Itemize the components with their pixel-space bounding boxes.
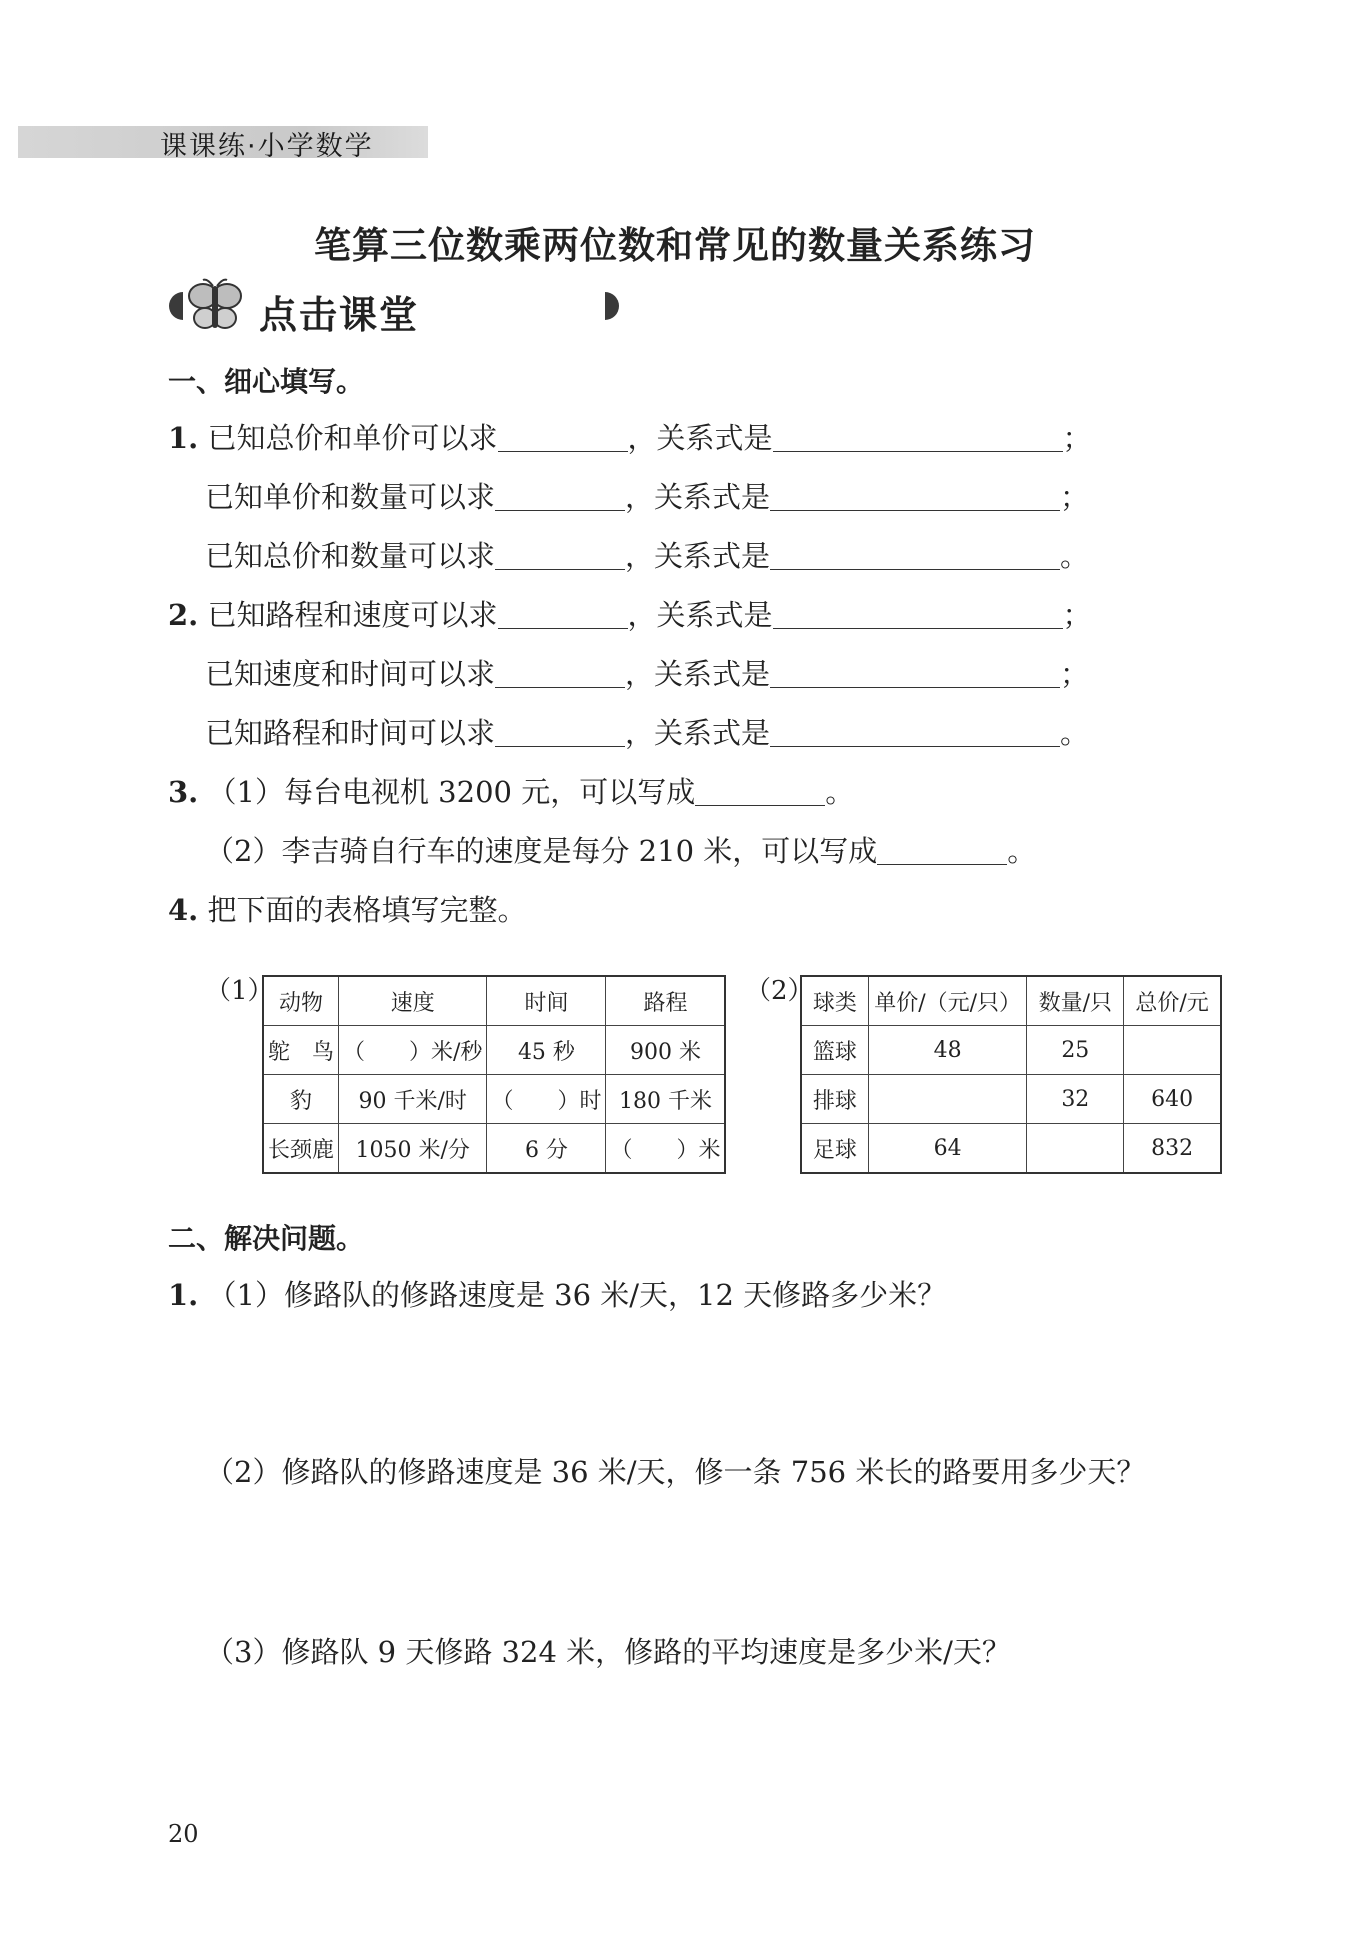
q1-line-1-end: ；: [1062, 421, 1092, 455]
table-cell: 64: [868, 1124, 1027, 1174]
problem-1-part-3-text: 修路队 9 天修路 324 米，修路的平均速度是多少米/天？: [281, 1635, 1011, 1669]
table-cell: 90 千米/时: [339, 1075, 487, 1124]
table-row: [263, 1124, 725, 1174]
table-cell: 篮球: [801, 1026, 868, 1075]
q3-part-1-end: 。: [825, 775, 855, 809]
problem-1-part-2: [205, 1452, 1145, 1492]
table-row: [801, 1075, 1221, 1124]
table-cell: 6 分: [487, 1124, 606, 1174]
table-cell: 豹: [263, 1075, 339, 1124]
answer-blank[interactable]: [498, 421, 628, 452]
q3-part-2-label: （2）: [205, 834, 282, 868]
answer-blank[interactable]: [495, 480, 625, 511]
formula-blank[interactable]: [770, 716, 1060, 747]
table-2-label: （2）: [745, 976, 814, 1006]
q2-line-3-mid: ，关系式是: [625, 716, 771, 750]
q3-part-2-text: 李吉骑自行车的速度是每分 210 米，可以写成: [281, 834, 878, 868]
banner-left-cap: [169, 292, 183, 320]
q2-line-1: [168, 595, 1092, 635]
problem-1-part-2-label: （2）: [205, 1455, 282, 1489]
q2-line-3-text: 已知路程和时间可以求: [205, 716, 496, 750]
section-heading-2: 二、解决问题。: [168, 1222, 365, 1255]
q2-line-3: [205, 713, 1089, 753]
butterfly-icon: [185, 276, 245, 336]
table-cell-blank[interactable]: （ ）米/秒: [339, 1026, 487, 1075]
q1-line-3-text: 已知总价和数量可以求: [205, 539, 496, 573]
answer-blank[interactable]: [877, 834, 1007, 865]
table-row: [263, 1026, 725, 1075]
table-header-cell: 时间: [487, 976, 606, 1026]
book-title: 课课练·小学数学: [160, 131, 374, 162]
formula-blank[interactable]: [770, 480, 1060, 511]
q3-part-1: [168, 772, 854, 812]
q1-line-3: [205, 536, 1089, 576]
answer-blank[interactable]: [495, 716, 625, 747]
q1-line-2: [205, 477, 1089, 517]
q2-line-1-text: 已知路程和速度可以求: [207, 598, 498, 632]
table-cell: 832: [1124, 1124, 1221, 1174]
q2-line-1-mid: ，关系式是: [627, 598, 773, 632]
table-cell: 足球: [801, 1124, 868, 1174]
problem-1-part-3-label: （3）: [205, 1635, 282, 1669]
q4-line: [168, 890, 527, 930]
q1-line-3-end: 。: [1060, 539, 1090, 573]
problem-1-part-3: [205, 1632, 1011, 1672]
table-row: [801, 1124, 1221, 1174]
answer-blank[interactable]: [498, 598, 628, 629]
q2-line-2-mid: ，关系式是: [625, 657, 771, 691]
table-cell-blank[interactable]: [1124, 1026, 1221, 1075]
table-header-cell: 数量/只: [1027, 976, 1124, 1026]
q2-line-1-end: ；: [1062, 598, 1092, 632]
table-header-cell: 总价/元: [1124, 976, 1221, 1026]
problem-1-part-1-text: 修路队的修路速度是 36 米/天，12 天修路多少米？: [283, 1278, 947, 1312]
table-header-cell: 单价/（元/只）: [868, 976, 1027, 1026]
q3-part-1-text: 每台电视机 3200 元，可以写成: [283, 775, 696, 809]
banner-right-cap: [605, 292, 619, 320]
table-row: [801, 1026, 1221, 1075]
q1-line-1: [168, 418, 1092, 458]
q1-line-2-mid: ，关系式是: [625, 480, 771, 514]
q3-part-2-end: 。: [1007, 834, 1037, 868]
q2-line-2-end: ；: [1060, 657, 1090, 691]
table-cell: 长颈鹿: [263, 1124, 339, 1174]
table-header-row: [801, 976, 1221, 1026]
q3-part-1-label: （1）: [207, 775, 284, 809]
table-header-row: [263, 976, 725, 1026]
table-animal-speed: [262, 975, 726, 1174]
table-cell-blank[interactable]: （ ）时: [487, 1075, 606, 1124]
formula-blank[interactable]: [773, 598, 1063, 629]
problem-1-part-2-text: 修路队的修路速度是 36 米/天，修一条 756 米长的路要用多少天？: [281, 1455, 1146, 1489]
q3-part-2: [205, 831, 1036, 871]
table-cell-blank[interactable]: [868, 1075, 1027, 1124]
answer-blank[interactable]: [695, 775, 825, 806]
table-cell: 900 米: [606, 1026, 726, 1075]
banner-label: 点击课堂: [259, 293, 420, 337]
answer-blank[interactable]: [495, 539, 625, 570]
q1-line-2-text: 已知单价和数量可以求: [205, 480, 496, 514]
table-cell: 48: [868, 1026, 1027, 1075]
q4-number: 4.: [168, 893, 199, 927]
table-row: [263, 1075, 725, 1124]
problem-1-part-1-label: （1）: [207, 1278, 284, 1312]
page-title: 笔算三位数乘两位数和常见的数量关系练习: [314, 224, 1036, 267]
q1-line-1-text: 已知总价和单价可以求: [207, 421, 498, 455]
q3-number: 3.: [168, 775, 199, 809]
page-number: 20: [168, 1820, 199, 1848]
table-cell: 鸵 鸟: [263, 1026, 339, 1075]
q2-line-2: [205, 654, 1089, 694]
table-cell-blank[interactable]: [1027, 1124, 1124, 1174]
problem-1-part-1: [168, 1275, 946, 1315]
table-1-label: （1）: [205, 976, 274, 1006]
q1-number: 1.: [168, 421, 199, 455]
table-cell: 1050 米/分: [339, 1124, 487, 1174]
q2-line-2-text: 已知速度和时间可以求: [205, 657, 496, 691]
table-header-cell: 路程: [606, 976, 726, 1026]
q4-text: 把下面的表格填写完整。: [207, 893, 527, 927]
table-cell-blank[interactable]: （ ）米: [606, 1124, 726, 1174]
section-heading-1: 一、细心填写。: [168, 365, 365, 398]
section-banner: [163, 276, 463, 336]
answer-blank[interactable]: [495, 657, 625, 688]
table-cell: 640: [1124, 1075, 1221, 1124]
table-cell: 排球: [801, 1075, 868, 1124]
table-header-cell: 速度: [339, 976, 487, 1026]
q1-line-2-end: ；: [1060, 480, 1090, 514]
q1-line-3-mid: ，关系式是: [625, 539, 771, 573]
table-ball-prices: [800, 975, 1222, 1174]
table-cell: 180 千米: [606, 1075, 726, 1124]
table-cell: 32: [1027, 1075, 1124, 1124]
table-header-cell: 球类: [801, 976, 868, 1026]
table-cell: 25: [1027, 1026, 1124, 1075]
q2-number: 2.: [168, 598, 199, 632]
table-header-cell: 动物: [263, 976, 339, 1026]
formula-blank[interactable]: [773, 421, 1063, 452]
problem-1-number: 1.: [168, 1278, 199, 1312]
formula-blank[interactable]: [770, 539, 1060, 570]
table-cell: 45 秒: [487, 1026, 606, 1075]
formula-blank[interactable]: [770, 657, 1060, 688]
q1-line-1-mid: ，关系式是: [627, 421, 773, 455]
q2-line-3-end: 。: [1060, 716, 1090, 750]
